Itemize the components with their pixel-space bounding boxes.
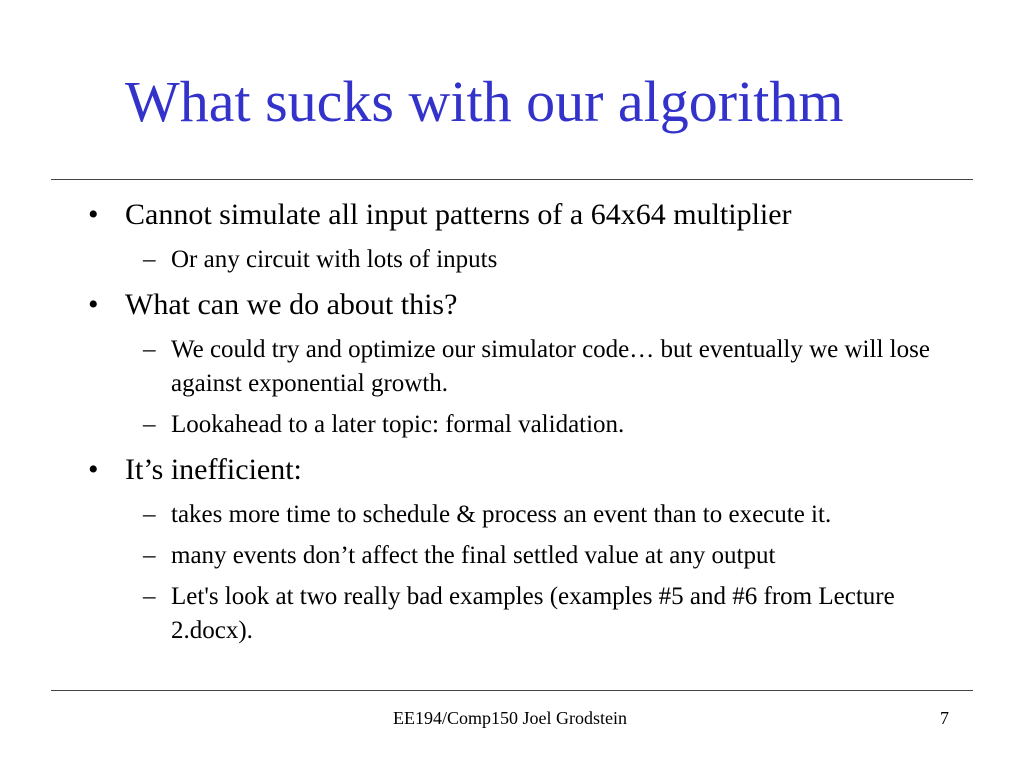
dash-glyph: – (143, 336, 156, 363)
footer-divider (51, 690, 973, 691)
bullet-glyph: • (88, 198, 99, 231)
sub-bullet-text: Let's look at two really bad examples (examples #5 and #6 from Lecture 2.docx). (171, 583, 895, 644)
sub-bullet-text: takes more time to schedule & process an event than to execute it. (171, 501, 832, 528)
dash-glyph: – (143, 501, 156, 528)
bullet-text: It’s inefficient: (125, 453, 302, 486)
bullet-glyph: • (88, 453, 99, 486)
slide-title: What sucks with our algorithm (125, 69, 844, 134)
dash-glyph: – (143, 246, 156, 273)
bullet-text: What can we do about this? (125, 288, 458, 321)
sub-bullet-text: Or any circuit with lots of inputs (171, 246, 498, 273)
dash-glyph: – (143, 411, 156, 438)
sub-bullet-text: We could try and optimize our simulator code… but eventually we will lose against exponential growth. (171, 336, 930, 397)
page-number: 7 (940, 708, 949, 728)
dash-glyph: – (143, 542, 156, 569)
title-divider (51, 179, 973, 180)
footer-text: EE194/Comp150 Joel Grodstein (393, 708, 627, 728)
bullet-glyph: • (88, 288, 99, 321)
dash-glyph: – (143, 583, 156, 610)
bullet-text: Cannot simulate all input patterns of a 64x64 multiplier (125, 198, 792, 231)
sub-bullet-text: Lookahead to a later topic: formal validation. (171, 411, 625, 438)
sub-bullet-text: many events don’t affect the final settled value at any output (171, 542, 776, 569)
